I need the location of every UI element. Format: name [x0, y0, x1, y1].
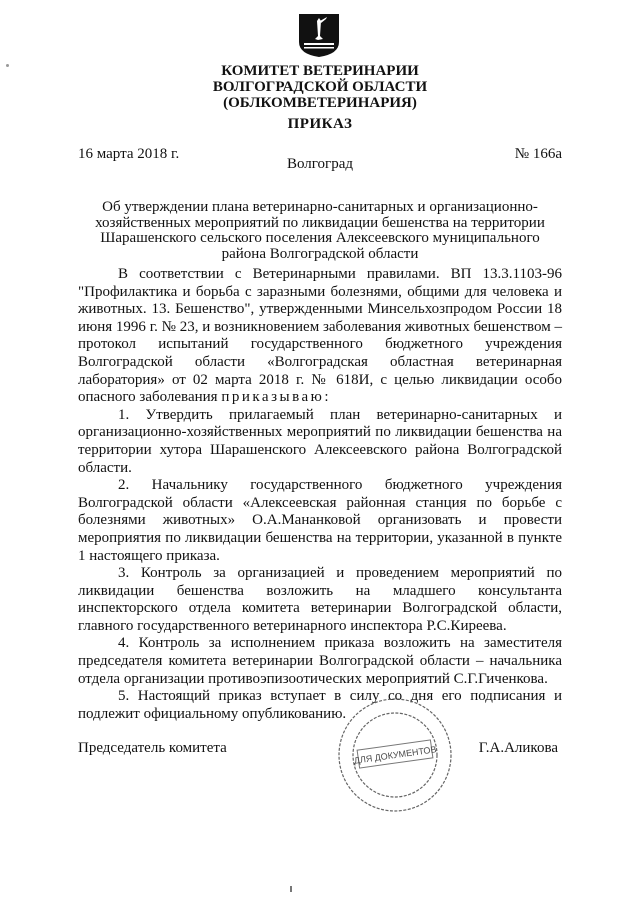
subject-line: Об утверждении плана ветеринарно-санитарных и организационно- [102, 199, 538, 215]
preamble-paragraph [78, 266, 562, 407]
subject-line: Шарашенского сельского поселения Алексеевского муниципального [100, 230, 540, 246]
org-name-line3: (ОБЛКОМВЕТЕРИНАРИЯ) [223, 95, 417, 111]
order-word: приказываю: [221, 389, 332, 406]
scan-speck [290, 886, 292, 892]
org-name-line1: КОМИТЕТ ВЕТЕРИНАРИИ [221, 63, 419, 79]
order-number: № 166а [514, 146, 562, 162]
order-city: Волгоград [286, 156, 353, 172]
order-subject [78, 200, 562, 262]
preamble-text: В соответствии с Ветеринарными правилами. ВП 13.3.1103-96 "Профилактика и борьба с заразными болезнями, общими для человека и животных. 13. Бешенство", утвержденными Минсельхозпродом России 18 июня 1996 г. № 23, и возникновением заболевания животных бешенством – протокол испытаний государственного бюджетного учреждения Волгоградской области «Волгоградская областная ветеринарная лаборатория» от 02 марта 2018 г. № 618И, с целью ликвидации особо опасного заболевания [78, 266, 562, 406]
order-item-5: 5. Настоящий приказ вступает в силу со дня его подписания и подлежит официальному опубликованию. [78, 688, 562, 722]
order-body [78, 266, 562, 723]
order-item-2: 2. Начальнику государственного бюджетного учреждения Волгоградской области «Алексеевская районная станция по борьбе с болезнями животных» О.А.Мананковой организовать и провести мероприятия по ликвидации бешенства на территории, указанной в пункте 1 настоящего приказа. [78, 477, 562, 564]
subject-line: хозяйственных мероприятий по ликвидации бешенства на территории [95, 214, 545, 231]
official-stamp-icon [336, 696, 454, 814]
order-date: 16 марта 2018 г. [78, 146, 180, 162]
order-item-1: 1. Утвердить прилагаемый план ветеринарно-санитарных и организационно-хозяйственных мероприятий по ликвидации бешенства на территории хутора Шарашенского Алексеевского района Волгоградской области. [78, 406, 562, 476]
order-item-3: 3. Контроль за организацией и проведением мероприятий по ликвидации бешенства возложить на младшего консультанта инспекторского отдела комитета ветеринарии Волгоградской области, главного государственного ветеринарного инспектора Р.С.Киреева. [78, 565, 562, 634]
order-item-4: 4. Контроль за исполнением приказа возложить на заместителя председателя комитета ветеринарии Волгоградской области – начальника отдела организации противоэпизоотических мероприятий С.Г.Гиченкова. [78, 635, 562, 687]
subject-line: района Волгоградской области [221, 245, 419, 262]
stamp-center-text: ДЛЯ ДОКУМЕНТОВ [353, 744, 438, 766]
document-type: ПРИКАЗ [287, 116, 353, 132]
signatory-name: Г.А.Аликова [478, 740, 558, 756]
org-name-line2: ВОЛГОГРАДСКОЙ ОБЛАСТИ [212, 79, 428, 95]
signatory-position: Председатель комитета [78, 740, 227, 756]
coat-of-arms-icon [296, 12, 342, 58]
